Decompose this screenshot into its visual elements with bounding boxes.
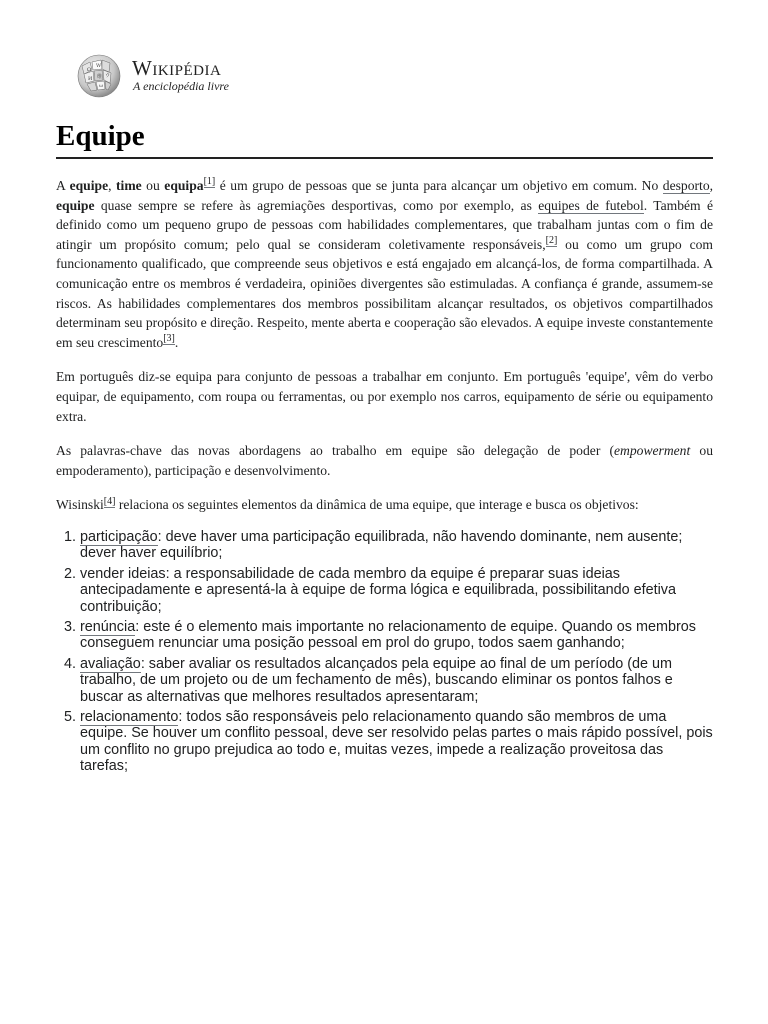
list-item-text: : deve haver uma participação equilibrada, não havendo dominante, nem ausente; dever haver equilíbrio; bbox=[80, 528, 683, 562]
text-span: As palavras-chave das novas abordagens ao trabalho em equipe são delegação de poder ( bbox=[56, 443, 614, 459]
text-span: Wisinski bbox=[56, 497, 104, 513]
link-renuncia[interactable]: renúncia bbox=[80, 618, 136, 635]
list-item bbox=[80, 709, 713, 775]
list-item-text: : todos são responsáveis pelo relacionamento quando são membros de uma equipe. Se houver um conflito pessoal, deve ser resolvido pelas partes o mais rápido possível, pois um conflito no grupo prejudica ao todo e, muitas vezes, impede a realização proveitosa das tarefas; bbox=[80, 708, 713, 775]
article-body bbox=[56, 176, 713, 779]
list-item bbox=[80, 529, 713, 562]
reference-2[interactable] bbox=[546, 235, 558, 247]
svg-text:ω: ω bbox=[99, 83, 104, 89]
text-span: é um grupo de pessoas que se junta para alcançar um objetivo em comum. No bbox=[215, 178, 663, 193]
list-item-text: vender ideias: a responsabilidade de cada membro da equipe é preparar suas ideias antecipadamente e apresentá-la à equipe de forma lógica e equilibrada, possibilitando efetiva contribuição; bbox=[80, 565, 677, 615]
reference-4[interactable] bbox=[104, 496, 116, 508]
text-span: quase sempre se refere às agremiações desportivas, como por exemplo, as bbox=[94, 197, 539, 213]
elements-list bbox=[56, 529, 713, 775]
list-item bbox=[80, 656, 713, 705]
bold-term-equipe: equipe bbox=[69, 178, 109, 193]
list-item-text: : este é o elemento mais importante no relacionamento de equipe. Quando os membros conseguem renunciar uma posição pessoal em prol do grupo, todos saem ganhando; bbox=[80, 618, 696, 652]
text-span: , bbox=[108, 178, 117, 193]
text-span: A bbox=[56, 178, 70, 193]
paragraph-keywords bbox=[56, 441, 713, 480]
link-equipes-de-futebol[interactable]: equipes de futebol bbox=[538, 197, 644, 213]
text-span: . bbox=[174, 334, 179, 350]
page-title: Equipe bbox=[56, 120, 145, 152]
reference-1[interactable] bbox=[204, 176, 216, 188]
paragraph-portugues: Em português diz-se equipa para conjunto de pessoas a trabalhar em conjunto. Em português 'equipe', vêm do verbo equipar, de equipamento, com roupa ou ferramentas, ou por exemplo nos carros, equipamento de série ou equipamento extra. bbox=[56, 369, 713, 424]
title-divider bbox=[56, 157, 713, 159]
bold-term-equipe-2: equipe bbox=[56, 197, 95, 213]
reference-1-link[interactable]: [1] bbox=[203, 176, 216, 188]
text-span: ou como um grupo com funcionamento qualificado, que compreende seus objetivos e está engajado em alcançá-los, de forma compartilhada. A comunicação entre os membros é verdadeira, opiniões divergentes são estimuladas. A confiança é grande, assumem-se riscos. As habilidades complementares dos membros possibilitam alcançar resultados, os objetivos compartilhados determinam seu propósito e direção. Respeito, mente aberta e cooperação são elevados. A equipe investe constantemente em seu crescimento bbox=[56, 236, 713, 350]
bold-term-time: time bbox=[116, 178, 142, 193]
link-participacao[interactable]: participação bbox=[80, 528, 158, 545]
list-item bbox=[80, 566, 713, 615]
text-span: ou bbox=[141, 178, 165, 193]
list-item-text: : saber avaliar os resultados alcançados pela equipe ao final de um período (de um trabalho, de um projeto ou de um fechamento de mês), buscando eliminar os pontos falhos e buscar as alternativas que melhores resultados apresentaram; bbox=[80, 655, 673, 705]
italic-empowerment: empowerment bbox=[614, 443, 691, 459]
svg-text:И: И bbox=[88, 76, 93, 82]
wikipedia-tagline: A enciclopédia livre bbox=[133, 79, 229, 93]
reference-2-link[interactable]: [2] bbox=[545, 235, 558, 247]
wikipedia-wordmark[interactable]: Wikipédia bbox=[132, 56, 222, 80]
text-span: . Também é definido como um pequeno grupo de pessoas com habilidades complementares, que trabalham juntas com o fim de atingir um propósito comum; pelo qual se consideram coletivamente responsáveis, bbox=[56, 197, 713, 252]
text-span: ou empoderamento), participação e desenvolvimento. bbox=[56, 443, 713, 478]
link-avaliacao[interactable]: avaliação bbox=[80, 655, 141, 672]
reference-4-link[interactable]: [4] bbox=[103, 495, 116, 507]
link-desporto[interactable]: desporto bbox=[662, 178, 710, 193]
svg-text:ウ: ウ bbox=[105, 73, 111, 79]
bold-term-equipa: equipa bbox=[164, 178, 204, 193]
wikipedia-globe-logo[interactable] bbox=[74, 52, 124, 98]
text-span: , bbox=[709, 178, 714, 193]
svg-text:W: W bbox=[96, 63, 102, 69]
reference-3-link[interactable]: [3] bbox=[163, 333, 175, 345]
svg-text:维: 维 bbox=[97, 74, 103, 80]
svg-text:Ω: Ω bbox=[87, 67, 92, 73]
list-item bbox=[80, 619, 713, 652]
link-relacionamento[interactable]: relacionamento bbox=[80, 708, 179, 725]
paragraph-wisinski bbox=[56, 495, 713, 515]
reference-3[interactable] bbox=[163, 333, 175, 345]
paragraph-intro bbox=[56, 176, 713, 352]
site-header bbox=[74, 52, 314, 100]
text-span: relaciona os seguintes elementos da dinâmica de uma equipe, que interage e busca os objetivos: bbox=[115, 497, 639, 513]
